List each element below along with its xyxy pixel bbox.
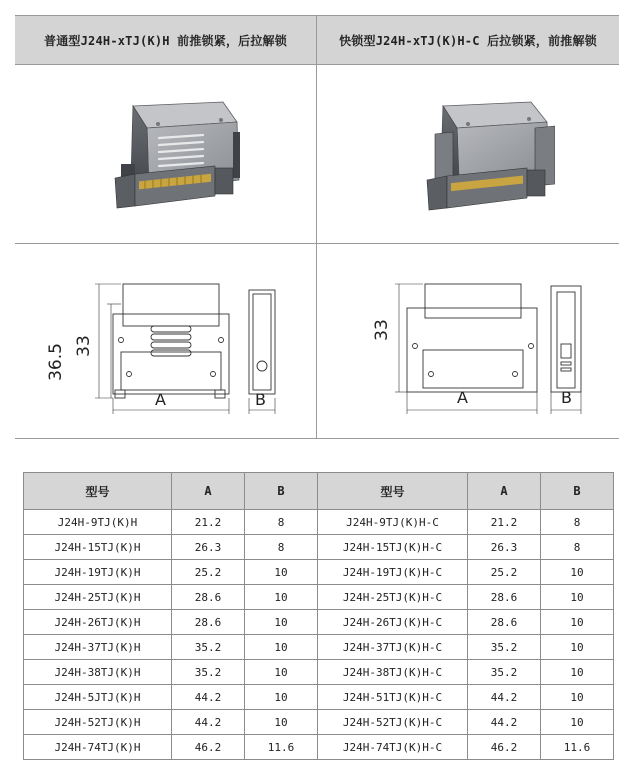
table-cell: 35.2: [468, 635, 541, 660]
quick-lock-type-title: 快锁型J24H-xTJ(K)H-C 后拉锁紧，前推解锁: [317, 16, 619, 64]
dim-width-label: A: [155, 390, 166, 409]
table-cell: 44.2: [468, 710, 541, 735]
column-divider: [316, 16, 317, 438]
quick-dim-depth-label: B: [561, 388, 572, 407]
table-cell: J24H-15TJ(K)H: [24, 535, 172, 560]
table-cell: J24H-5JTJ(K)H: [24, 685, 172, 710]
table-cell: 26.3: [468, 535, 541, 560]
table-cell: 28.6: [172, 610, 245, 635]
table-row: [24, 710, 614, 735]
header-a: A: [468, 473, 541, 510]
table-cell: J24H-9TJ(K)H: [24, 510, 172, 535]
table-row: [24, 735, 614, 760]
quick-lock-connector-image: [405, 94, 555, 224]
table-row: [24, 585, 614, 610]
table-cell: 44.2: [172, 685, 245, 710]
table-cell: J24H-25TJ(K)H: [24, 585, 172, 610]
standard-type-title: 普通型J24H-xTJ(K)H 前推锁紧，后拉解锁: [15, 16, 316, 64]
table-cell: 10: [541, 610, 614, 635]
quick-dim-width-label: A: [457, 388, 468, 407]
dim-depth-label: B: [255, 390, 266, 409]
spec-table: [23, 472, 614, 760]
table-cell: J24H-19TJ(K)H-C: [318, 560, 468, 585]
table-row: [24, 560, 614, 585]
table-cell: 10: [541, 585, 614, 610]
table-cell: J24H-37TJ(K)H-C: [318, 635, 468, 660]
table-cell: J24H-51TJ(K)H-C: [318, 685, 468, 710]
table-cell: J24H-9TJ(K)H-C: [318, 510, 468, 535]
table-cell: J24H-26TJ(K)H-C: [318, 610, 468, 635]
product-comparison-grid: [15, 15, 619, 439]
table-row: [24, 660, 614, 685]
table-cell: J24H-74TJ(K)H-C: [318, 735, 468, 760]
table-cell: 44.2: [468, 685, 541, 710]
table-row: [24, 510, 614, 535]
table-cell: J24H-74TJ(K)H: [24, 735, 172, 760]
table-cell: 25.2: [468, 560, 541, 585]
table-cell: 8: [245, 535, 318, 560]
table-cell: 10: [541, 635, 614, 660]
table-cell: 26.3: [172, 535, 245, 560]
row-divider: [15, 64, 619, 65]
table-cell: 10: [541, 560, 614, 585]
table-row: [24, 610, 614, 635]
table-cell: 11.6: [541, 735, 614, 760]
table-cell: 28.6: [468, 585, 541, 610]
table-header-row: [24, 473, 614, 510]
table-row: [24, 635, 614, 660]
table-cell: 25.2: [172, 560, 245, 585]
table-cell: 21.2: [172, 510, 245, 535]
table-cell: 44.2: [172, 710, 245, 735]
table-cell: J24H-38TJ(K)H-C: [318, 660, 468, 685]
header-model: 型号: [24, 473, 172, 510]
table-cell: 8: [541, 535, 614, 560]
table-cell: 46.2: [172, 735, 245, 760]
table-cell: J24H-52TJ(K)H-C: [318, 710, 468, 735]
table-cell: 10: [245, 560, 318, 585]
table-cell: 10: [245, 685, 318, 710]
dim-height-inner-label: 33: [73, 335, 94, 357]
table-cell: 28.6: [172, 585, 245, 610]
table-cell: 28.6: [468, 610, 541, 635]
table-cell: J24H-19TJ(K)H: [24, 560, 172, 585]
table-cell: 35.2: [468, 660, 541, 685]
header-b: B: [541, 473, 614, 510]
header-model: 型号: [318, 473, 468, 510]
table-cell: 10: [245, 635, 318, 660]
header-a: A: [172, 473, 245, 510]
table-cell: 21.2: [468, 510, 541, 535]
table-cell: 10: [245, 585, 318, 610]
row-divider: [15, 243, 619, 244]
table-cell: 8: [541, 510, 614, 535]
quick-dim-height-label: 33: [371, 319, 392, 341]
table-cell: J24H-25TJ(K)H-C: [318, 585, 468, 610]
dim-height-outer-label: 36.5: [45, 343, 66, 381]
table-row: [24, 685, 614, 710]
table-cell: 10: [245, 660, 318, 685]
standard-connector-image: [95, 94, 245, 214]
table-cell: J24H-37TJ(K)H: [24, 635, 172, 660]
table-cell: 35.2: [172, 635, 245, 660]
table-row: [24, 535, 614, 560]
table-cell: J24H-26TJ(K)H: [24, 610, 172, 635]
table-cell: 35.2: [172, 660, 245, 685]
table-cell: J24H-15TJ(K)H-C: [318, 535, 468, 560]
table-cell: J24H-38TJ(K)H: [24, 660, 172, 685]
table-cell: 10: [541, 710, 614, 735]
table-cell: J24H-52TJ(K)H: [24, 710, 172, 735]
table-cell: 10: [541, 685, 614, 710]
table-cell: 10: [245, 610, 318, 635]
table-cell: 10: [245, 710, 318, 735]
header-b: B: [245, 473, 318, 510]
table-cell: 10: [541, 660, 614, 685]
table-cell: 11.6: [245, 735, 318, 760]
table-cell: 46.2: [468, 735, 541, 760]
table-cell: 8: [245, 510, 318, 535]
